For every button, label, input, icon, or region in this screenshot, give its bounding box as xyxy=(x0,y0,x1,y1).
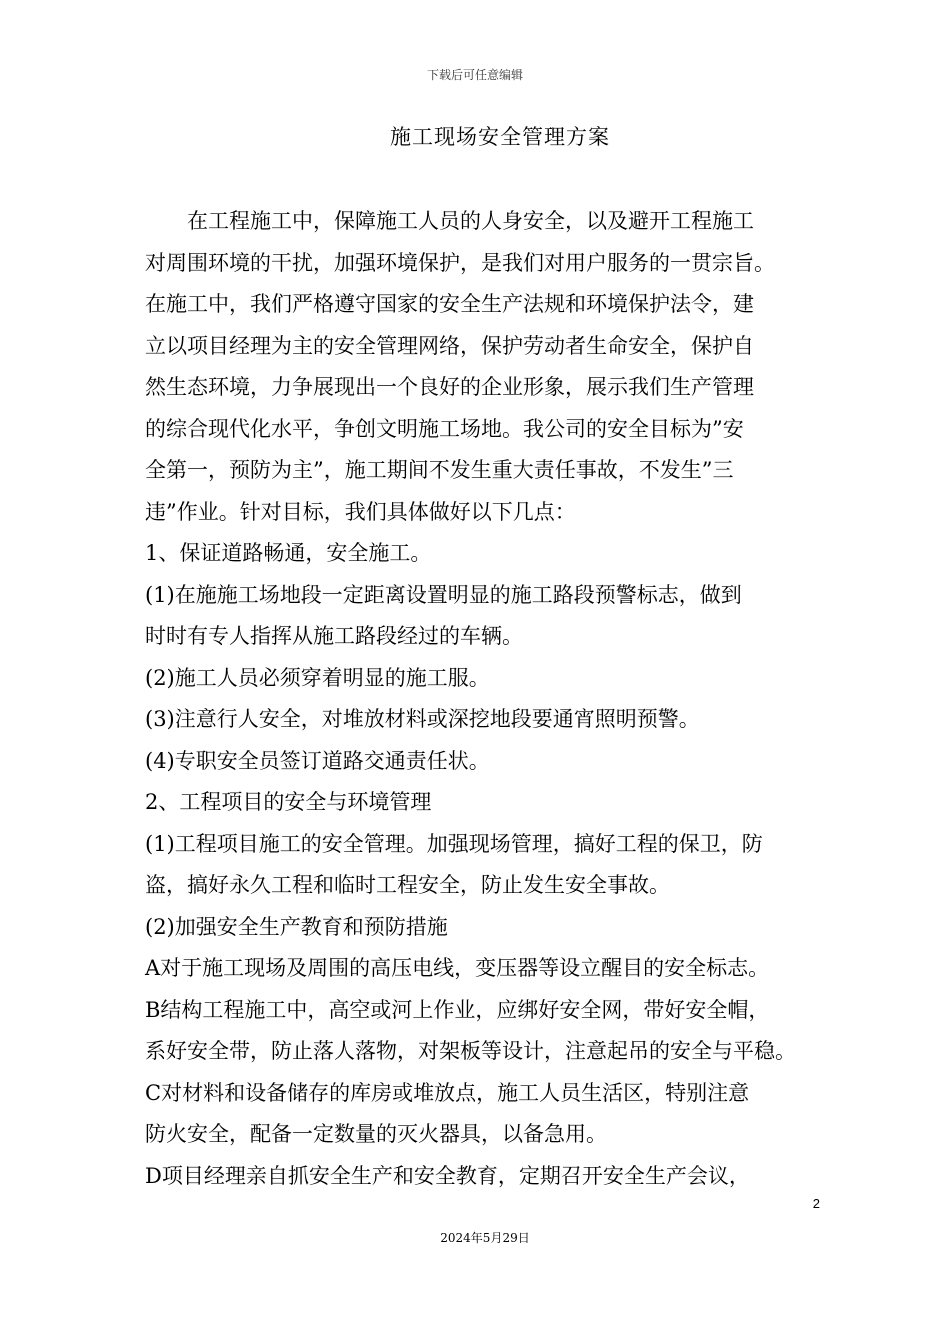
list-item: (1)工程项目施工的安全管理。加强现场管理，搞好工程的保卫，防 xyxy=(145,831,763,856)
paragraph-line: 在施工中，我们严格遵守国家的安全生产法规和环境保护法令，建 xyxy=(145,292,754,316)
paragraph-line: 然生态环境，力争展现出一个良好的企业形象，展示我们生产管理 xyxy=(145,375,754,399)
paragraph-line: 全第一，预防为主”，施工期间不发生重大责任事故，不发生”三 xyxy=(145,458,734,482)
document-title: 施工现场安全管理方案 xyxy=(390,125,610,149)
section-heading: 2、工程项目的安全与环境管理 xyxy=(145,790,432,814)
list-item-continuation: 防火安全，配备一定数量的灭火器具，以备急用。 xyxy=(145,1122,607,1146)
list-item-continuation: 时时有专人指挥从施工路段经过的车辆。 xyxy=(145,624,523,648)
section-heading: 1、保证道路畅通，安全施工。 xyxy=(145,541,432,565)
paragraph-line: 立以项目经理为主的安全管理网络，保护劳动者生命安全，保护自 xyxy=(145,333,754,358)
paragraph-line: 在工程施工中，保障施工人员的人身安全，以及避开工程施工 xyxy=(187,209,754,233)
list-item-continuation: 盗，搞好永久工程和临时工程安全，防止发生安全事故。 xyxy=(145,873,670,897)
list-item: (2)施工人员必须穿着明显的施工服。 xyxy=(145,665,490,690)
list-item: (3)注意行人安全，对堆放材料或深挖地段要通宵照明预警。 xyxy=(145,707,700,731)
list-item: D项目经理亲自抓安全生产和安全教育，定期召开安全生产会议， xyxy=(145,1163,750,1188)
list-item: (4)专职安全员签订道路交通责任状。 xyxy=(145,748,490,773)
header-note: 下载后可任意编辑 xyxy=(426,68,523,82)
list-item: A对于施工现场及周围的高压电线，变压器等设立醒目的安全标志。 xyxy=(145,956,770,980)
list-item-continuation: 系好安全带，防止落人落物，对架板等设计，注意起吊的安全与平稳。 xyxy=(145,1039,796,1063)
paragraph-line: 对周围环境的干扰，加强环境保护，是我们对用户服务的一贯宗旨。 xyxy=(145,250,775,275)
paragraph-line: 的综合现代化水平，争创文明施工场地。我公司的安全目标为”安 xyxy=(145,416,744,441)
list-item: C对材料和设备储存的库房或堆放点，施工人员生活区，特别注意 xyxy=(145,1080,750,1105)
footer-date: 2024年5月29日 xyxy=(440,1231,530,1245)
paragraph-line: 违”作业。针对目标，我们具体做好以下几点： xyxy=(145,499,576,524)
list-item: (1)在施施工场地段一定距离设置明显的施工路段预警标志，做到 xyxy=(145,582,742,607)
document-body xyxy=(145,201,825,1197)
list-item: (2)加强安全生产教育和预防措施 xyxy=(145,914,448,939)
page-number: 2 xyxy=(812,1196,820,1211)
list-item: B结构工程施工中，高空或河上作业，应绑好安全网，带好安全帽， xyxy=(145,997,770,1022)
